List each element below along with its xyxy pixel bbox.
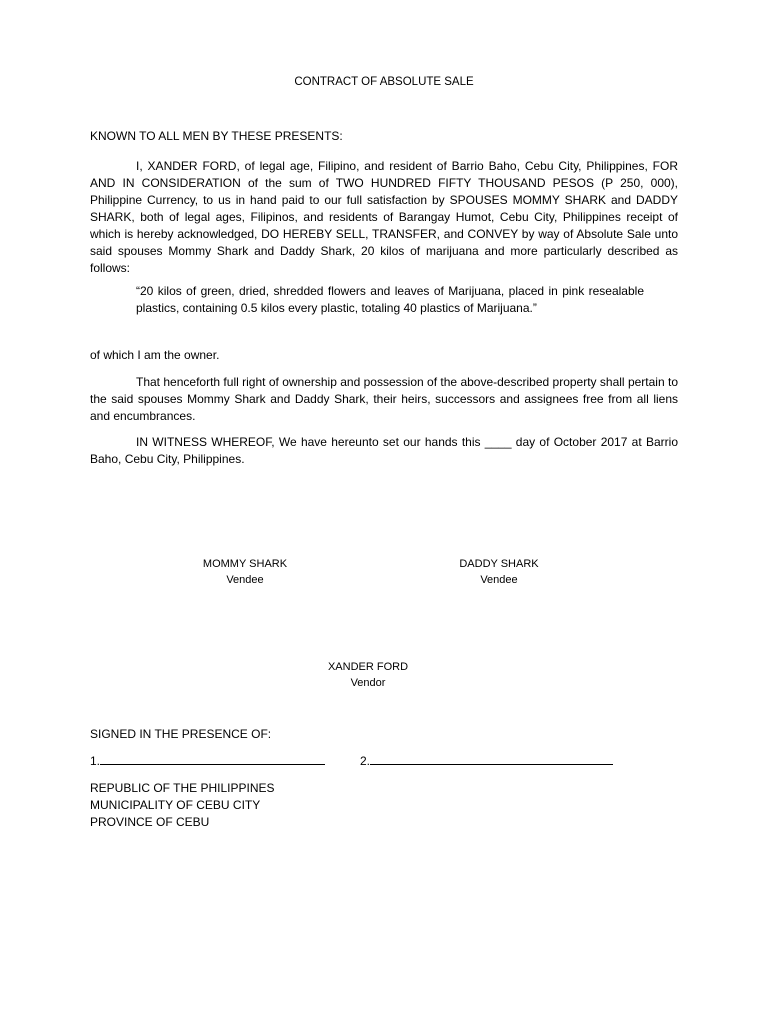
vendee-name-1: MOMMY SHARK xyxy=(202,558,288,570)
paragraph-witness: IN WITNESS WHEREOF, We have hereunto set our hands this ____ day of October 2017 at Barrio Baho, Cebu City, Philippines. xyxy=(90,435,678,466)
witness-line-2 xyxy=(360,752,616,770)
vendee-name-2: DADDY SHARK xyxy=(459,558,539,570)
jurisdiction-country: REPUBLIC OF THE PHILIPPINES xyxy=(90,781,275,795)
signature-underline xyxy=(100,752,325,765)
vendor-role: Vendor xyxy=(350,677,386,689)
vendee-signature-block-1 xyxy=(170,556,320,588)
jurisdiction-province: PROVINCE OF CEBU xyxy=(90,815,210,829)
witness-number-2: 2. xyxy=(360,754,371,768)
vendor-name: XANDER FORD xyxy=(327,661,409,673)
opening-line: KNOWN TO ALL MEN BY THESE PRESENTS: xyxy=(90,129,343,143)
paragraph-sale-terms: I, XANDER FORD, of legal age, Filipino, and resident of Barrio Baho, Cebu City, Philippines, FOR AND IN CONSIDERATION of the sum of TWO HUNDRED FIFTY THOUSAND PESOS (P 250, 000), Philippine Currency, to us in hand paid to our full satisfaction by SPOUSES MOMMY SHARK and DADDY SHARK, both of legal ages, Filipinos, and residents of Barangay Humot, Cebu City, Philippines receipt of which is hereby acknowledged, DO HEREBY SELL, TRANSFER, and CONVEY by way of Absolute Sale unto said spouses Mommy Shark and Daddy Shark, 20 kilos of marijuana and more particularly described as follows: xyxy=(90,159,678,275)
paragraph-ownership: That henceforth full right of ownership and possession of the above-described property shall pertain to the said spouses Mommy Shark and Daddy Shark, their heirs, successors and assignees free from all liens and encumbrances. xyxy=(90,375,678,423)
document-title: CONTRACT OF ABSOLUTE SALE xyxy=(294,76,474,88)
jurisdiction-block xyxy=(90,780,275,831)
vendee-role-2: Vendee xyxy=(480,574,518,586)
jurisdiction-municipality: MUNICIPALITY OF CEBU CITY xyxy=(90,798,261,812)
vendee-signature-block-2 xyxy=(424,556,574,588)
witness-heading: SIGNED IN THE PRESENCE OF: xyxy=(90,727,272,741)
witness-number-1: 1. xyxy=(90,754,101,768)
vendor-signature-block xyxy=(293,659,443,691)
vendee-role-1: Vendee xyxy=(226,574,264,586)
signature-underline xyxy=(370,752,613,765)
witness-line-1 xyxy=(90,752,328,770)
owner-line: of which I am the owner. xyxy=(90,348,220,362)
property-description-quote: “20 kilos of green, dried, shredded flowers and leaves of Marijuana, placed in pink resealable plastics, containing 0.5 kilos every plastic, totaling 40 plastics of Marijuana.” xyxy=(136,284,644,315)
